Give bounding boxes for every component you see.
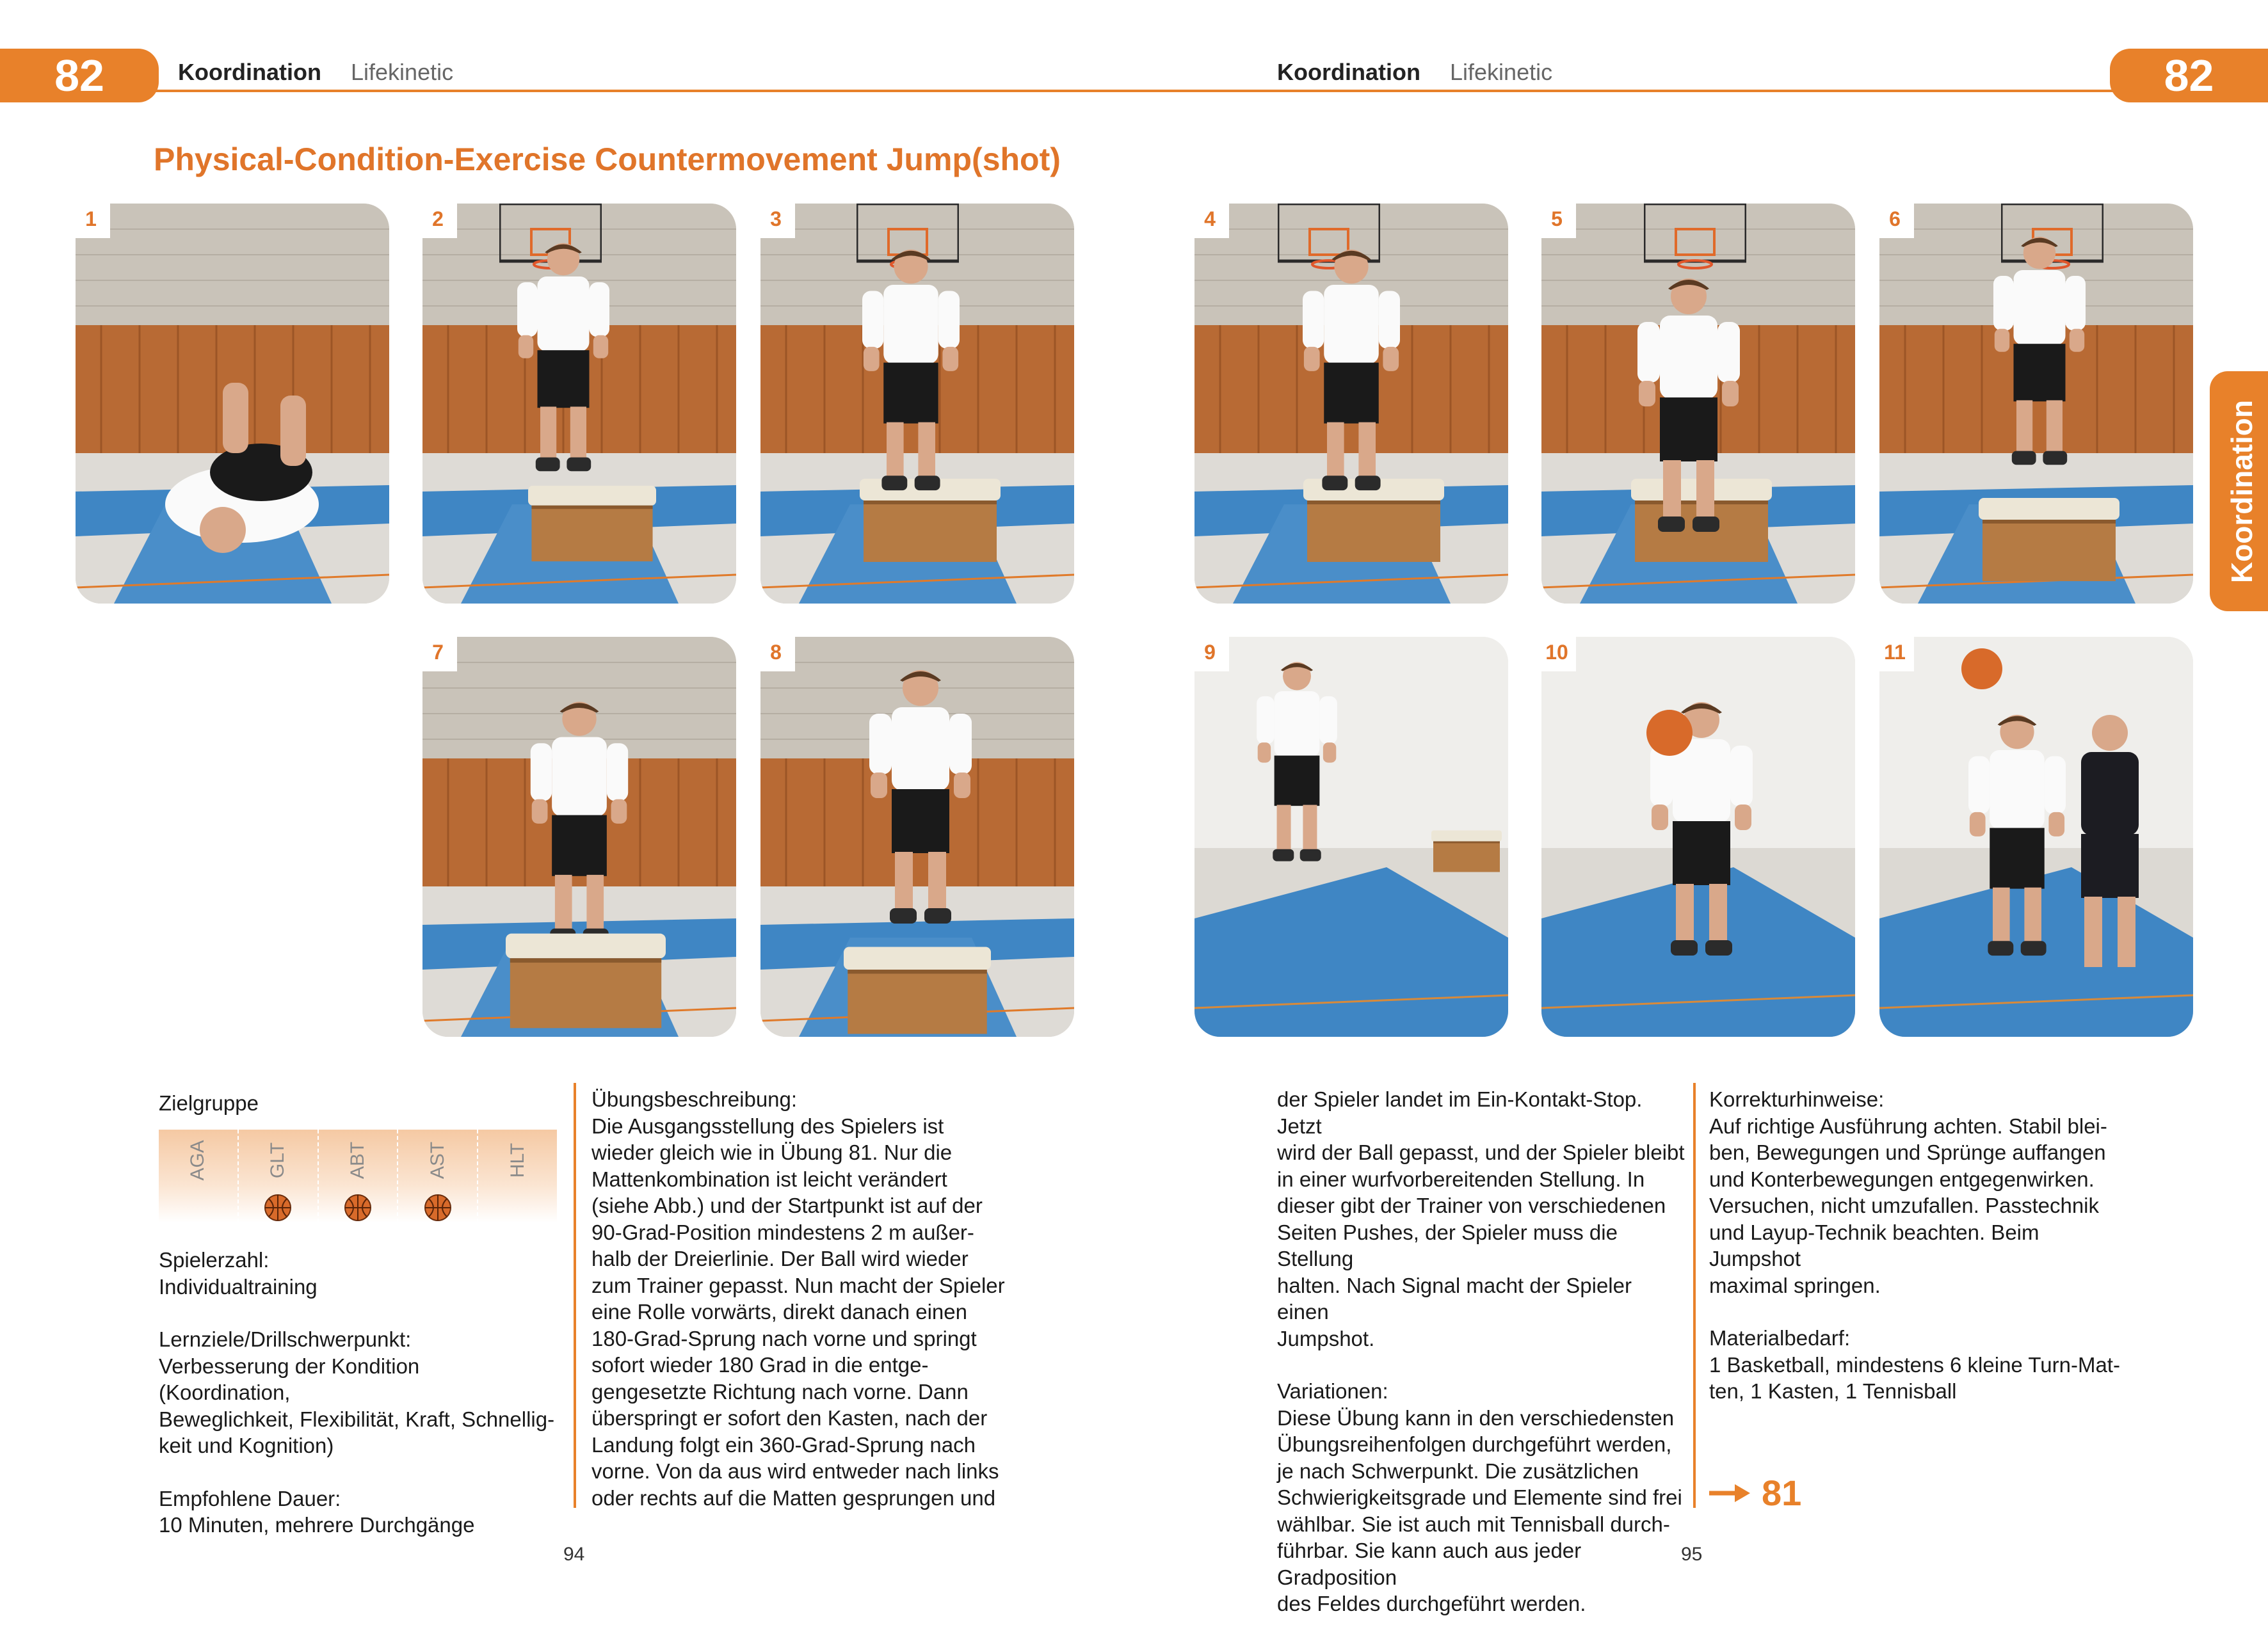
step-number-10: 10: [1538, 633, 1576, 671]
target-group-levels: [159, 1130, 557, 1222]
text-line: eine Rolle vorwärts, direkt danach einen: [591, 1300, 967, 1324]
step-number-5: 5: [1538, 200, 1576, 238]
text-line: halten. Nach Signal macht der Spieler einen: [1277, 1273, 1632, 1324]
step-number-8: 8: [757, 633, 795, 671]
text-line: Diese Übung kann in den verschiedensten: [1277, 1405, 1675, 1430]
header-rule-right: [1134, 90, 2268, 92]
cross-reference[interactable]: [1709, 1472, 1801, 1514]
text-line: ten, 1 Kasten, 1 Tennisball: [1709, 1379, 1957, 1403]
step-number-2: 2: [419, 200, 457, 238]
level-label: AST: [426, 1141, 448, 1180]
step-photo-10: [1541, 637, 1855, 1037]
step-number-7: 7: [419, 633, 457, 671]
step-photo-2: [422, 204, 736, 604]
step-photo-4: [1194, 204, 1508, 604]
level-hlt: [478, 1130, 557, 1222]
text-line: (siehe Abb.) und der Startpunkt ist auf der: [591, 1194, 983, 1217]
duration-heading: Empfohlene Dauer:: [159, 1486, 341, 1510]
learning-goals-section: [159, 1326, 556, 1459]
step-photo-6: [1879, 204, 2193, 604]
text-line: Versuchen, nicht umzufallen. Passtechnik: [1709, 1194, 2100, 1217]
header-rule-left: [0, 90, 1134, 92]
text-line: Übungsreihenfolgen durchgeführt werden,: [1277, 1432, 1672, 1456]
text-line: Auf richtige Ausführung achten. Stabil blei-: [1709, 1114, 2107, 1138]
page-number-left: 94: [563, 1544, 585, 1565]
step-photo-8: [760, 637, 1074, 1037]
page-number-right: 95: [1681, 1544, 1703, 1565]
basketball-icon: [264, 1194, 292, 1222]
column-divider-2: [1693, 1083, 1696, 1508]
materials-heading: Materialbedarf:: [1709, 1326, 1851, 1350]
chapter-number-right: 82: [2164, 51, 2214, 100]
text-line: 180-Grad-Sprung nach vorne und springt: [591, 1326, 977, 1350]
text-line: Jumpshot.: [1277, 1326, 1375, 1350]
level-label: ABT: [346, 1141, 368, 1180]
level-aga: [159, 1130, 239, 1222]
player-count-text: Individualtraining: [159, 1274, 318, 1299]
info-column: [159, 1247, 556, 1539]
text-line: je nach Schwerpunkt. Die zusätzlichen: [1277, 1459, 1639, 1483]
step-photo-3: [760, 204, 1074, 604]
target-group-label: Zielgruppe: [159, 1091, 259, 1115]
variations-heading: Variationen:: [1277, 1379, 1388, 1403]
text-line: wählbar. Sie ist auch mit Tennisball durch-: [1277, 1512, 1670, 1536]
text-line: 1 Basketball, mindestens 6 kleine Turn-Mat-: [1709, 1352, 2120, 1377]
header-subtitle-right: Lifekinetic: [1450, 59, 1553, 85]
step-photo-5: [1541, 204, 1855, 604]
text-line: halb der Dreierlinie. Der Ball wird wieder: [591, 1247, 969, 1270]
text-line: überspringt er sofort den Kasten, nach der: [591, 1406, 988, 1430]
description-continued-text: [1277, 1086, 1687, 1352]
header-title-right: Koordination: [1277, 59, 1420, 85]
chapter-side-tab[interactable]: [2210, 371, 2268, 611]
exercise-description: [591, 1086, 1040, 1511]
description-continued: [1277, 1086, 1687, 1617]
step-photo-11: [1879, 637, 2193, 1037]
text-line: sofort wieder 180 Grad in die entge-: [591, 1353, 929, 1377]
cross-reference-number: 81: [1762, 1473, 1802, 1513]
corrections-heading: Korrekturhinweise:: [1709, 1087, 1885, 1111]
text-line: keit und Kognition): [159, 1434, 334, 1457]
text-line: Mattenkombination ist leicht verändert: [591, 1167, 947, 1191]
text-line: der Spieler landet im Ein-Kontakt-Stop. Jetzt: [1277, 1087, 1643, 1138]
step-number-6: 6: [1876, 200, 1914, 238]
column-divider-1: [574, 1083, 576, 1508]
learning-goals-heading: Lernziele/Drillschwerpunkt:: [159, 1327, 412, 1351]
text-line: wird der Ball gepasst, und der Spieler bleibt: [1277, 1141, 1685, 1164]
level-glt: [239, 1130, 319, 1222]
text-line: vorne. Von da aus wird entweder nach links: [591, 1459, 999, 1483]
step-number-3: 3: [757, 200, 795, 238]
text-line: maximal springen.: [1709, 1273, 1881, 1297]
text-line: wieder gleich wie in Übung 81. Nur die: [591, 1141, 953, 1164]
text-line: zum Trainer gepasst. Nun macht der Spieler: [591, 1273, 1005, 1297]
chapter-number-badge-right: [2110, 49, 2268, 102]
header-title-left: Koordination: [178, 59, 321, 85]
variations-section: [1277, 1378, 1687, 1617]
chapter-number-badge-left: [0, 49, 159, 102]
text-line: und Konterbewegungen entgegenwirken.: [1709, 1167, 2095, 1191]
text-line: führbar. Sie kann auch aus jeder Gradposition: [1277, 1539, 1582, 1589]
text-line: Seiten Pushes, der Spieler muss die Stellung: [1277, 1220, 1618, 1270]
text-line: Schwierigkeitsgrade und Elemente sind frei: [1277, 1485, 1682, 1509]
text-line: Die Ausgangsstellung des Spielers ist: [591, 1114, 944, 1138]
text-line: ben, Bewegungen und Sprünge auffangen: [1709, 1141, 2106, 1164]
basketball-icon: [344, 1194, 372, 1222]
text-line: oder rechts auf die Matten gesprungen und: [591, 1485, 996, 1510]
corrections-section: [1709, 1086, 2132, 1299]
player-count-section: [159, 1247, 556, 1300]
arrow-right-icon: [1709, 1482, 1750, 1505]
step-number-4: 4: [1191, 200, 1229, 238]
player-count-heading: Spielerzahl:: [159, 1248, 269, 1272]
chapter-side-tab-label: Koordination: [2225, 399, 2258, 583]
materials-section: [1709, 1325, 2132, 1405]
description-heading: Übungsbeschreibung:: [591, 1087, 798, 1111]
step-number-9: 9: [1191, 633, 1229, 671]
step-number-11: 11: [1876, 633, 1914, 671]
text-line: Beweglichkeit, Flexibilität, Kraft, Schnellig-: [159, 1407, 555, 1431]
step-photo-1: [76, 204, 389, 604]
level-abt: [319, 1130, 399, 1222]
level-label: GLT: [267, 1142, 289, 1179]
level-label: AGA: [187, 1140, 209, 1181]
exercise-title: Physical-Condition-Exercise Countermovement Jump(shot): [154, 141, 1061, 177]
text-line: gengesetzte Richtung nach vorne. Dann: [591, 1379, 969, 1404]
header-subtitle-left: Lifekinetic: [351, 59, 454, 85]
step-photo-9: [1194, 637, 1508, 1037]
chapter-number-left: 82: [54, 51, 104, 100]
level-ast: [398, 1130, 478, 1222]
text-line: und Layup-Technik beachten. Beim Jumpshot: [1709, 1220, 2039, 1270]
text-line: dieser gibt der Trainer von verschiedenen: [1277, 1194, 1666, 1217]
duration-section: [159, 1485, 556, 1539]
text-line: in einer wurfvorbereitenden Stellung. In: [1277, 1167, 1645, 1191]
text-line: Landung folgt ein 360-Grad-Sprung nach: [591, 1432, 976, 1457]
text-line: 90-Grad-Position mindestens 2 m außer-: [591, 1220, 974, 1244]
duration-text: 10 Minuten, mehrere Durchgänge: [159, 1513, 475, 1537]
step-photo-7: [422, 637, 736, 1037]
text-line: des Feldes durchgeführt werden.: [1277, 1592, 1586, 1615]
text-line: Verbesserung der Kondition (Koordination,: [159, 1354, 420, 1404]
level-label: HLT: [506, 1142, 528, 1178]
basketball-icon: [424, 1194, 452, 1222]
corrections-column: [1709, 1086, 2132, 1405]
step-number-1: 1: [72, 200, 110, 238]
